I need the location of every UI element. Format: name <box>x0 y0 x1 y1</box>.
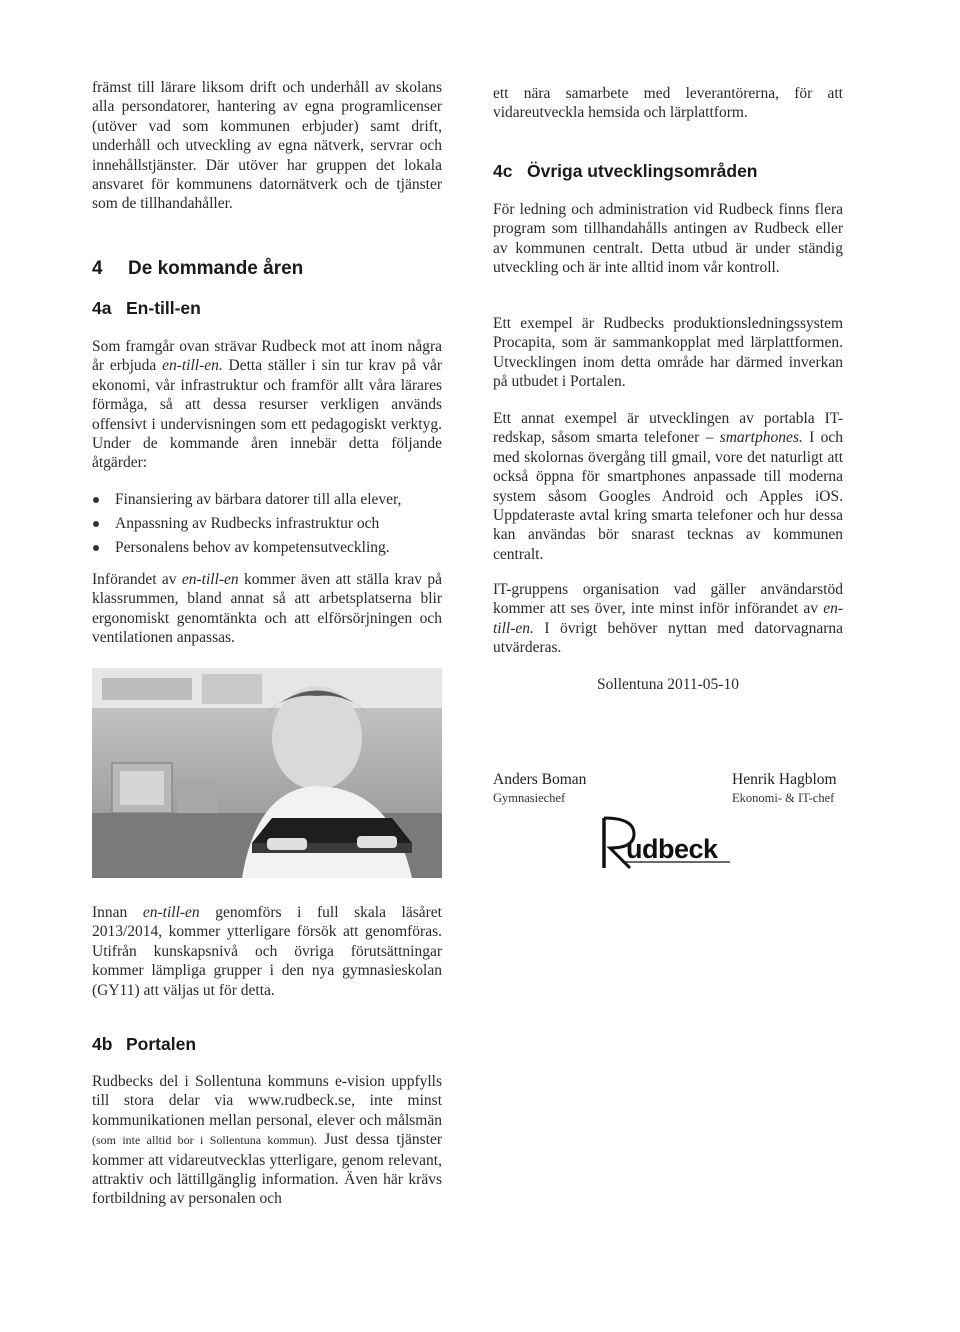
section-number: 4 <box>92 258 103 279</box>
section-4c-paragraph-3 <box>493 409 843 564</box>
section-4b-heading <box>92 1034 196 1055</box>
list-item: Anpassning av Rudbecks infrastruktur och <box>92 512 442 536</box>
section-number: 4b <box>92 1034 113 1054</box>
intro-paragraph: främst till lärare liksom drift och underhåll av skolans alla persondatorer, hantering av egna programlicenser (utöver vad som kommunen erbjuder) samt drift, underhåll och utveckling av egna nätverk, servrar och innehållstjänster. Där utöver har gruppen det lokala ansvaret för kommunens datornätverk och de tjänster som de tillhandahåller. <box>92 79 442 213</box>
section-4-heading <box>92 258 303 280</box>
text-span: kommer även att ställa krav på klassrummen, bland annat så att arbetsplatserna blir ergonomiskt genomtänkta och att elförsörjningen och ventilationen anpassas. <box>92 571 442 647</box>
text-span: genomförs i full skala läsåret 2013/2014, kommer ytterligare försök att genomföras. Utifrån kunskapsnivå och övriga förutsättningar kommer lämpliga grupper i den nya gymnasieskolan (GY11) att väljas ut för detta. <box>92 904 442 999</box>
term-en-till-en: en-till-en <box>142 904 200 921</box>
text-span: Som framgår ovan strävar Rudbeck mot att inom några år erbjuda <box>92 338 442 375</box>
measures-list <box>92 488 442 560</box>
section-4c-heading <box>493 161 758 182</box>
text-span: Rudbecks del i Sollentuna kommuns e-vision uppfylls till stora delar via www.rudbeck.se, inte minst kommunikationen mellan personal, elever och målsmän <box>92 1073 442 1129</box>
term-smartphones: smartphones. <box>719 429 803 447</box>
term-en-till-en: en-till-en. <box>162 357 223 375</box>
section-title: En-till-en <box>126 298 201 318</box>
signature-name: Henrik Hagblom <box>732 771 837 788</box>
text-span: IT-gruppens organisation vad gäller användarstöd kommer att ses över, inte minst inför införandet av <box>493 581 843 618</box>
section-4a-paragraph-3 <box>92 903 442 1000</box>
text-span-small: (som inte alltid bor i Sollentuna kommun). <box>92 1133 318 1148</box>
section-title: Portalen <box>126 1034 197 1054</box>
text-span: Detta ställer i sin tur krav på vår ekonomi, vår infrastruktur och framför allt våra lärares förmåga, så att dessa resurser verkligen används offensivt i undervisningen som ett pedagogiskt verktyg. Under de kommande åren innebär detta följande åtgärder: <box>92 357 442 472</box>
place-date: Sollentuna 2011-05-10 <box>597 676 739 693</box>
section-title: De kommande åren <box>128 258 304 279</box>
text-span: I och med skolornas övergång till gmail, vore det naturligt att också öppna för smartphones anpassade till moderna system såsom Googles Android och Apples iOS. Uppdateraste avtal kring smarta telefoner och hur dessa kan användas bör snarast tecknas av kommunen centralt. <box>493 429 844 563</box>
list-item: Personalens behov av kompetensutveckling. <box>92 536 442 560</box>
signature-role: Gymnasiechef <box>493 791 566 805</box>
text-span: I övrigt behöver nyttan med datorvagnarna utvärderas. <box>493 619 843 657</box>
rudbeck-logo <box>600 812 740 874</box>
photo-illustration <box>92 668 442 878</box>
section-number: 4c <box>493 161 513 181</box>
section-4a-heading <box>92 298 201 319</box>
section-4c-paragraph-1: För ledning och administration vid Rudbeck finns flera program som tillhandahålls antingen av Rudbeck eller av kommunen centralt. Detta utbud är under ständig utveckling och är inte alltid inom vår kontroll. <box>493 201 843 277</box>
section-number: 4a <box>92 298 112 318</box>
section-4a-paragraph-1 <box>92 337 442 473</box>
section-4b-paragraph <box>92 1072 442 1209</box>
signature-name: Anders Boman <box>493 771 587 788</box>
section-title: Övriga utvecklingsområden <box>527 161 758 181</box>
signature-block-1 <box>493 770 586 808</box>
list-item: Finansiering av bärbara datorer till alla elever, <box>92 488 442 512</box>
section-4c-paragraph-2: Ett exempel är Rudbecks produktionsledningssystem Procapita, som är sammankopplat med lärplattformen. Utvecklingen inom detta område har därmed inverkan på utbudet i Portalen. <box>493 315 843 391</box>
classroom-photo <box>92 668 442 878</box>
text-span: Införandet av <box>92 571 182 588</box>
continued-paragraph: ett nära samarbete med leverantörerna, för att vidareutveckla hemsida och lärplattform. <box>493 85 843 122</box>
section-4a-paragraph-2 <box>92 570 442 648</box>
text-span: Innan <box>92 904 143 921</box>
term-en-till-en: en-till-en <box>181 571 239 588</box>
text-span: Ett annat exempel är utvecklingen av portabla IT-redskap, såsom smarta telefoner – <box>493 410 843 447</box>
section-4c-paragraph-4 <box>493 580 843 658</box>
term-en-till-en: en-till-en. <box>493 600 843 637</box>
logo-text: udbeck <box>626 834 718 864</box>
text-span: Just dessa tjänster kommer att vidareutvecklas ytterligare, genom relevant, attraktiv och lättillgänglig information. Även här krävs fortbildning av personalen och <box>92 1131 442 1208</box>
signature-block-2 <box>732 770 837 808</box>
signature-role: Ekonomi- & IT-chef <box>732 791 835 805</box>
